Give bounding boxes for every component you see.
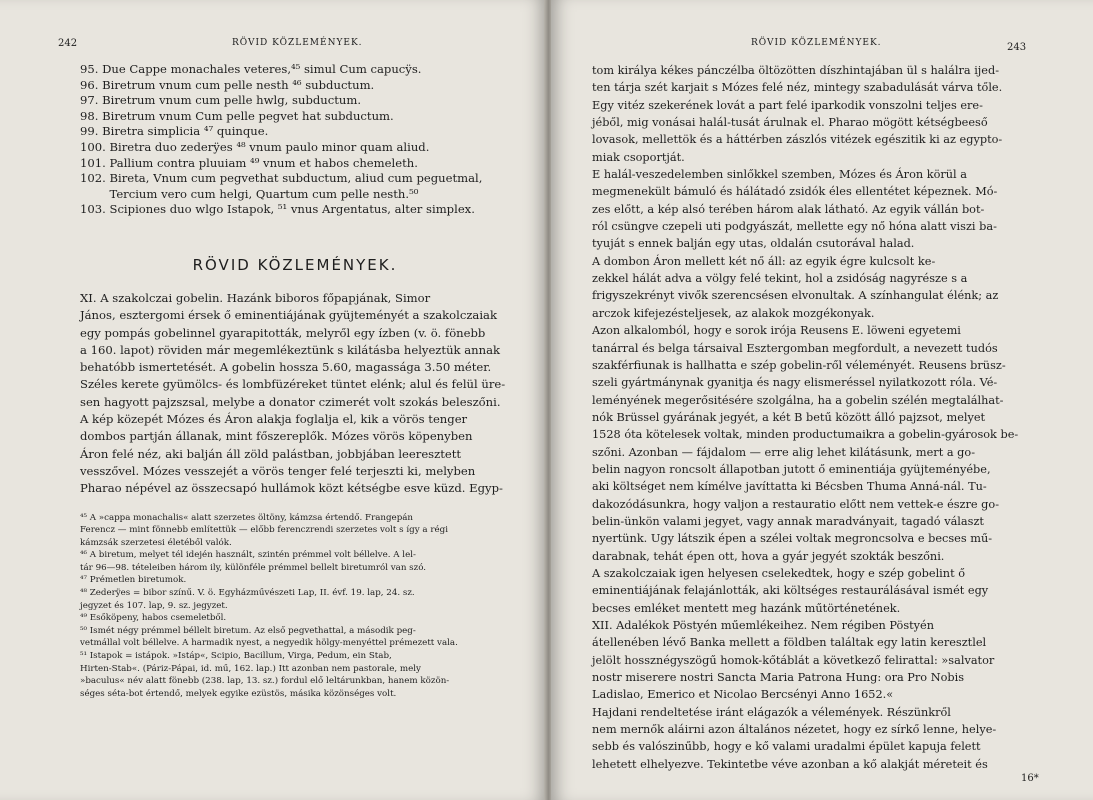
body-line: tanárral és belga társaival Esztergomban megfordult, a nevezett tudós <box>592 341 998 355</box>
footnote-line: séges séta-bot értendő, melyek egyike ezüstös, másika közönséges volt. <box>80 688 397 699</box>
footnote-line: kámzsák szerzetesi életéből valók. <box>80 537 232 548</box>
body-line: ról csüngve czepeli uti podgyászát, mellette egy nő hóna alatt viszi ba- <box>592 220 997 234</box>
inventory-item: 95. Due Cappe monachales veteres,⁴⁵ simul Cum capucÿs. <box>80 62 422 76</box>
body-line: dombos partján állanak, mint főszereplők. Mózes vörös köpenyben <box>80 429 473 444</box>
body-line: XI. A szakolczai gobelin. Hazánk biboros főpapjának, Simor <box>80 290 431 305</box>
body-line: jelölt hossznégyszögű homok-kőtáblát a következő felirattal: »salvator <box>592 653 995 667</box>
body-line: darabnak, tehát épen ott, hova a gyár jegyét szokták beszőni. <box>592 549 945 563</box>
footnote-line: vetmállal volt béllelve. A harmadik nyest, a negyedik hölgy-menyéttel prémezett vala. <box>80 638 458 649</box>
signature-mark: 16* <box>1021 773 1039 784</box>
body-line: belin-ünkön valami jegyet, vagy annak maradványait, tagadó választ <box>592 514 984 528</box>
body-line: leményének megerősitésére szolgálna, ha a gobelin szélén megtalálhat- <box>592 393 1004 407</box>
body-line: Egy vitéz szekerének lovát a part felé iparkodik vonszolni teljes ere- <box>592 98 983 112</box>
footnote-line: ⁴⁵ A »cappa monachalis« alatt szerzetes öltöny, kámzsa értendő. Frangepán <box>80 512 414 523</box>
body-line: belin nagyon roncsolt állapotban jutott ő eminentiája gyüjteményébe, <box>592 462 991 476</box>
footnote-line: Hirten-Stab«. (Páriz-Pápai, id. mű, 162. lap.) Itt azonban nem pastorale, mely <box>80 663 421 674</box>
body-line: sebb és valószinűbb, hogy e kő valami uradalmi épület kapuja felett <box>592 740 981 754</box>
footnote-line: ⁴⁷ Prémetlen biretumok. <box>80 575 187 586</box>
page-number-right: 243 <box>1007 42 1027 53</box>
body-line: frigyszekrényt vivők szerencsésen elvonultak. A színhangulat élénk; az <box>592 289 999 303</box>
body-line: szeli gyártmánynak gyanitja és nagy elismeréssel nyilatkozott róla. Vé- <box>592 376 998 390</box>
footnote-line: ⁴⁶ A biretum, melyet tél idején használt, szintén prémmel volt béllelve. A lel- <box>80 550 416 561</box>
left-page <box>0 0 546 800</box>
footnote-line: tár 96—98. tételeiben három ily, különféle prémmel bellelt biretumról van szó. <box>80 562 427 573</box>
body-line: János, esztergomi érsek ő eminentiájának gyüjteményét a szakolczaiak <box>80 308 497 323</box>
inventory-item: Tercium vero cum helgi, Quartum cum pelle nesth.⁵⁰ <box>80 186 419 201</box>
body-line: behatóbb ismertetését. A gobelin hossza 5.60, magassága 3.50 méter. <box>80 360 492 375</box>
body-line: megmenekült bámuló és hálátadó zsidók éles ellentétet képeznek. Mó- <box>592 185 998 199</box>
footnote-line: ⁵¹ Istapok = istápok. »Istáp«, Scipio, Bacillum, Virga, Pedum, ein Stab, <box>80 651 392 662</box>
body-line: XII. Adalékok Pöstyén műemlékeihez. Nem régiben Pöstyén <box>592 619 935 632</box>
article-body-left <box>80 290 510 498</box>
body-line: aki költséget nem kímélve javíttatta ki Bécsben Thuma Anná-nál. Tu- <box>592 480 987 494</box>
body-line: vesszővel. Mózes vesszejét a vörös tenger felé terjeszti ki, melyben <box>80 463 476 478</box>
body-line: miak csoportját. <box>592 150 685 164</box>
inventory-list <box>80 62 510 218</box>
body-line: becses emléket mentett meg hazánk műtörténetének. <box>592 601 901 615</box>
body-line: Pharao népével az összecsapó hullámok közt kétségbe esve küzd. Egyp- <box>80 481 503 496</box>
footnote-line: ⁴⁹ Esőköpeny, habos csemeletből. <box>80 613 227 624</box>
body-line: tom királya kékes pánczélba öltözötten díszhintajában ül s halálra ijed- <box>592 64 1000 77</box>
footnote-line: jegyzet és 107. lap, 9. sz. jegyzet. <box>80 600 228 611</box>
body-line: 1528 óta kötelesek voltak, minden productumaikra a gobelin-gyárosok be- <box>592 428 1019 442</box>
inventory-item: 96. Biretrum vnum cum pelle nesth ⁴⁶ subductum. <box>80 77 375 92</box>
body-line: Ladislao, Emerico et Nicolao Bercsényi Anno 1652.« <box>592 688 894 702</box>
body-line: A kép közepét Mózes és Áron alakja foglalja el, kik a vörös tenger <box>80 412 468 427</box>
body-line: E halál-veszedelemben sinlőkkel szemben, Mózes és Áron körül a <box>592 168 967 182</box>
body-line: tyuját s ennek balján egy utas, oldalán csutorával halad. <box>592 237 915 251</box>
body-line: lovasok, mellettök és a háttérben zászlós vitézek egészitik ki az egypto- <box>592 133 1003 147</box>
inventory-item: 103. Scipiones duo wlgo Istapok, ⁵¹ vnus Argentatus, alter simplex. <box>80 202 475 217</box>
body-line: Áron felé néz, aki balján áll zöld palástban, jobbjában leeresztett <box>80 446 462 461</box>
body-line: zes előtt, a kép alsó terében három alak látható. Az egyik vállán bot- <box>592 202 985 216</box>
body-line: szakférfiunak is hallhatta e szép gobelin-ről véleményét. Reusens brüsz- <box>592 358 1006 372</box>
body-line: dakozódásunkra, hogy valjon a restauratio előtt nem vettek-e észre go- <box>592 497 1000 511</box>
body-line: A dombon Áron mellett két nő áll: az egyik égre kulcsolt ke- <box>592 254 936 268</box>
body-line: ten tárja szét karjait s Mózes felé néz, mintegy szabadulását várva tőle. <box>592 81 1003 95</box>
body-line: lehetett elhelyezve. Tekintetbe véve azonban a kő alakját méreteit és <box>592 757 988 771</box>
body-line: nostr miserere nostri Sancta Maria Patrona Hung: ora Pro Nobis <box>592 671 965 685</box>
body-line: szőni. Azonban — fájdalom — erre alig lehet kilátásunk, mert a go- <box>592 445 976 459</box>
right-content <box>592 62 1032 773</box>
left-content <box>80 62 510 700</box>
page-number-left: 242 <box>58 38 78 49</box>
body-line: Azon alkalomból, hogy e sorok irója Reusens E. löweni egyetemi <box>592 324 961 338</box>
inventory-item: 101. Pallium contra pluuiam ⁴⁹ vnum et habos chemeleth. <box>80 155 418 170</box>
body-line: A szakolczaiak igen helyesen cselekedtek, hogy e szép gobelint ő <box>592 566 966 580</box>
inventory-item: 97. Biretrum vnum cum pelle hwlg, subductum. <box>80 93 362 108</box>
inventory-item: 99. Biretra simplicia ⁴⁷ quinque. <box>80 124 269 139</box>
running-head-right: RÖVID KÖZLEMÉNYEK. <box>751 38 882 48</box>
body-line: Hajdani rendeltetése iránt elágazók a vélemények. Részünkről <box>592 705 951 719</box>
body-line: arczok kifejezésteljesek, az alakok mozgékonyak. <box>592 306 875 320</box>
right-page <box>551 0 1093 800</box>
body-line: Széles kerete gyümölcs- és lombfüzéreket tüntet elénk; alul és felül üre- <box>80 377 506 392</box>
body-line: egy pompás gobelinnel gyarapitották, melyről egy ízben (v. ö. fönebb <box>80 325 486 340</box>
running-head-left: RÖVID KÖZLEMÉNYEK. <box>232 38 363 48</box>
inventory-item: 98. Biretrum vnum Cum pelle pegvet hat subductum. <box>80 108 394 123</box>
footnote-line: Ferencz — mint fönnebb említettük — előbb ferenczrendi szerzetes volt s így a régi <box>80 525 448 536</box>
body-line: eminentiájának felajánlották, aki költséges restaurálásával ismét egy <box>592 584 989 598</box>
section-heading: RÖVID KÖZLEMÉNYEK. <box>192 255 398 274</box>
body-line: sen hagyott pajzszsal, melybe a donator czimerét volt szokás beleszőni. <box>80 394 501 409</box>
body-line: nyertünk. Ugy látszik épen a szélei voltak megroncsolva e becses mű- <box>592 532 993 546</box>
body-line: nem mernők aláirni azon általános nézetet, hogy ez sírkő lenne, helye- <box>592 723 997 737</box>
footnote-line: »baculus« név alatt fönebb (238. lap, 13. sz.) fordul elő leltárunkban, hanem közön- <box>80 676 450 687</box>
footnotes <box>80 512 510 701</box>
body-line: átellenében lévő Banka mellett a földben találtak egy latin keresztlel <box>592 636 987 650</box>
footnote-line: ⁴⁸ Zederÿes = bibor színű. V. ö. Egyházművészeti Lap, II. évf. 19. lap, 24. sz. <box>80 588 415 599</box>
inventory-item: 102. Bireta, Vnum cum pegvethat subductum, aliud cum peguetmal, <box>80 171 483 186</box>
body-line: a 160. lapot) röviden már megemlékeztünk s kilátásba helyeztük annak <box>80 342 501 357</box>
body-line: nók Brüssel gyárának jegyét, a két B betű között álló pajzsot, melyet <box>592 410 986 424</box>
body-line: zekkel hálát adva a völgy felé tekint, hol a zsidóság nagyrésze s a <box>592 272 968 286</box>
footnote-line: ⁵⁰ Ismét négy prémmel béllelt biretum. Az első pegvethattal, a második peg- <box>80 625 416 636</box>
inventory-item: 100. Biretra duo zederÿes ⁴⁸ vnum paulo minor quam aliud. <box>80 139 430 154</box>
body-line: jéből, mig vonásai halál-tusát árulnak el. Pharao mögött kétségbeeső <box>592 116 988 130</box>
